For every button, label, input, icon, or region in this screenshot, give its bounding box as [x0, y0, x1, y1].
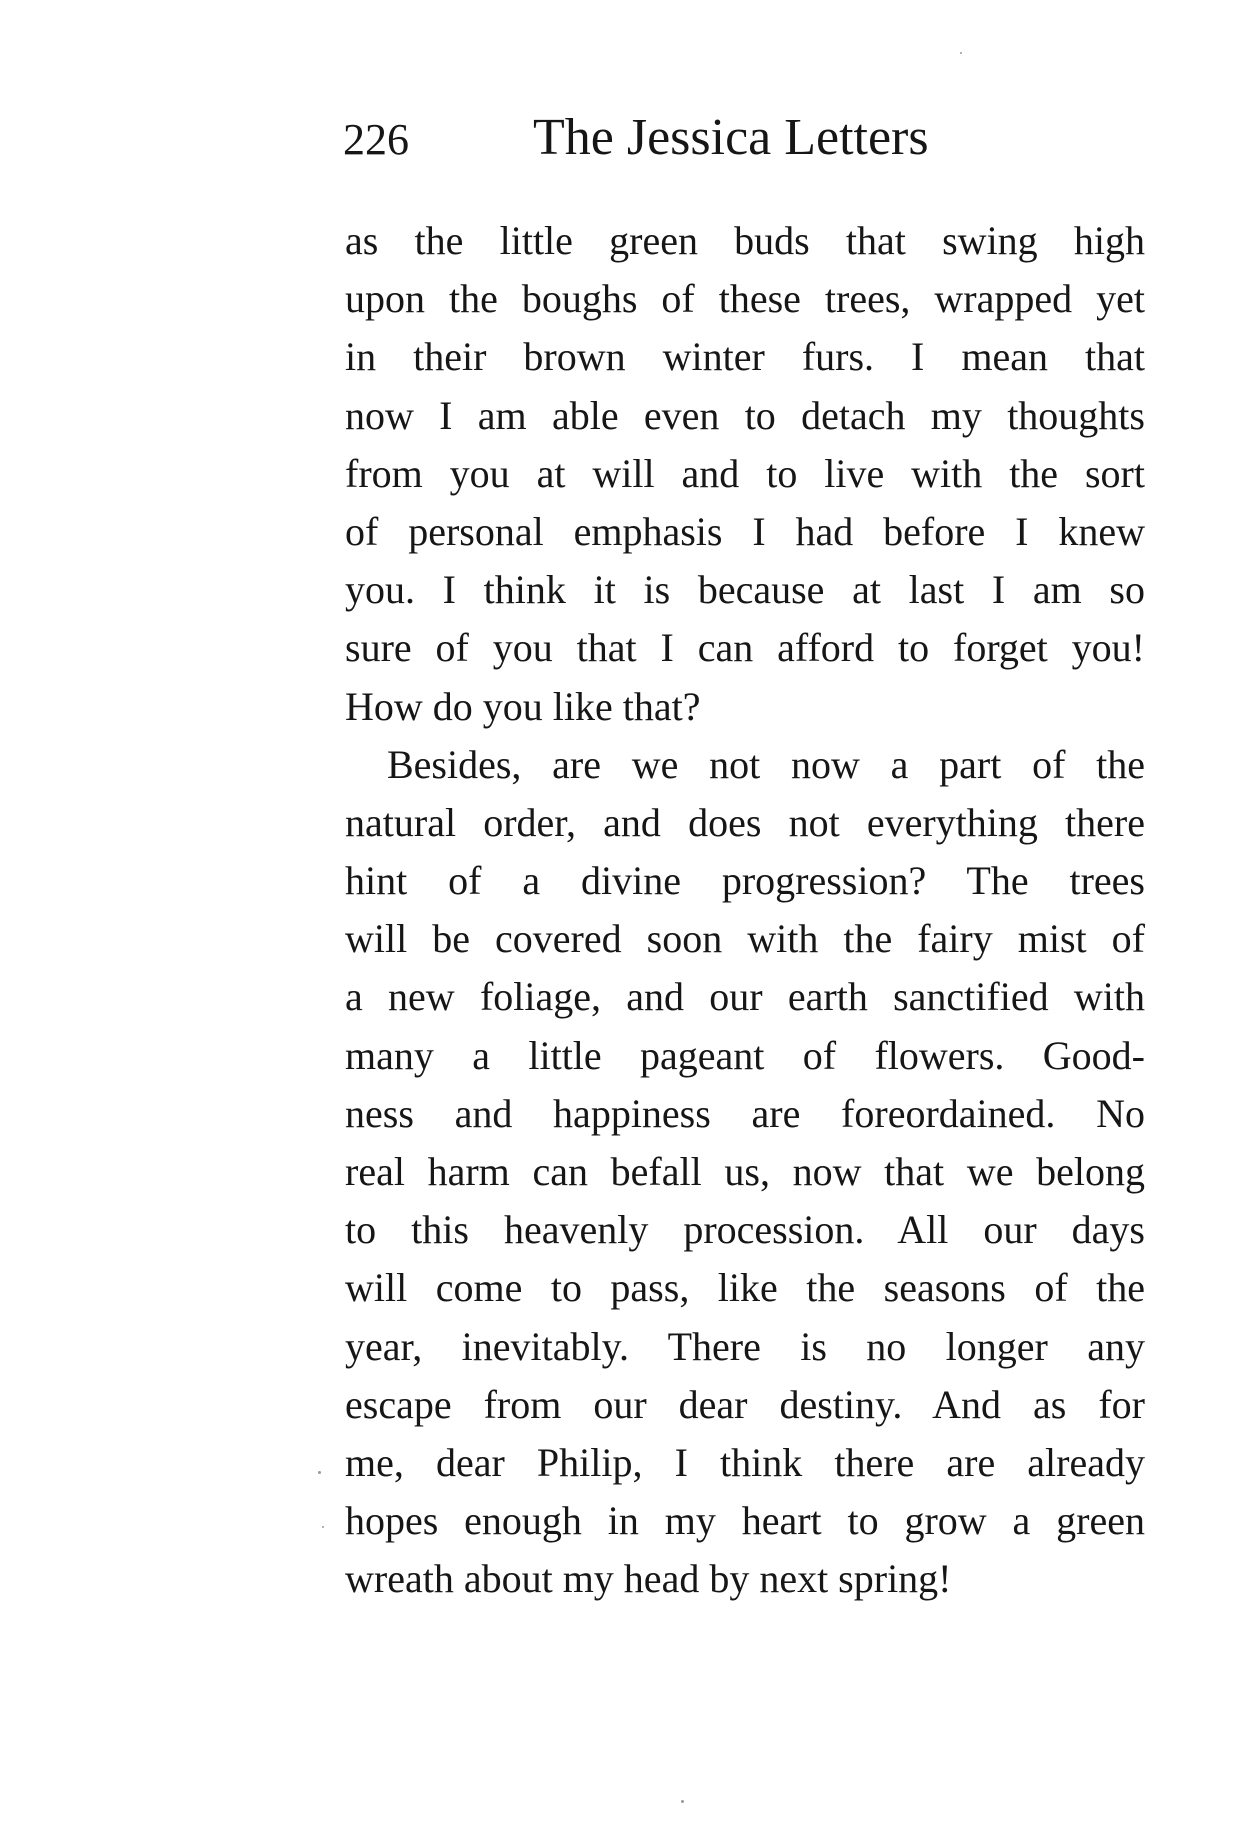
text-line: me, dear Philip, I think there are already [345, 1439, 1145, 1485]
running-title: The Jessica Letters [533, 109, 929, 166]
text-line: escape from our dear destiny. And as for [345, 1381, 1145, 1427]
text-line: ness and happiness are foreordained. No [345, 1090, 1145, 1136]
text-line: in their brown winter furs. I mean that [345, 334, 1145, 380]
scan-speck [960, 52, 962, 54]
text-line: upon the boughs of these trees, wrapped yet [345, 276, 1145, 322]
text-line: as the little green buds that swing high [345, 218, 1145, 263]
text-line: will come to pass, like the seasons of the [345, 1265, 1145, 1311]
body-text [345, 212, 1145, 1609]
text-line: you. I think it is because at last I am so [345, 567, 1145, 613]
paragraph-end-line: wreath about my head by next spring! [345, 1556, 952, 1602]
text-line: now I am able even to detach my thoughts [345, 392, 1145, 438]
text-line: from you at will and to live with the sort [345, 450, 1145, 496]
text-line: hopes enough in my heart to grow a green [345, 1498, 1145, 1544]
paragraph-end-line: How do you like that? [345, 683, 701, 729]
scan-speck [322, 1526, 324, 1528]
text-line: year, inevitably. There is no longer any [345, 1323, 1145, 1369]
text-line: will be covered soon with the fairy mist of [345, 916, 1145, 962]
text-line: to this heavenly procession. All our days [345, 1207, 1145, 1253]
scan-speck [681, 1800, 684, 1803]
text-line: many a little pageant of flowers. Good- [345, 1032, 1145, 1078]
text-line: sure of you that I can afford to forget you! [345, 625, 1145, 671]
text-line: hint of a divine progression? The trees [345, 858, 1145, 904]
scan-speck [318, 1471, 321, 1474]
text-line: a new foliage, and our earth sanctified with [345, 974, 1145, 1020]
text-line: real harm can befall us, now that we belong [345, 1149, 1145, 1194]
running-head [343, 108, 1143, 168]
text-line: natural order, and does not everything there [345, 799, 1145, 845]
page-number: 226 [343, 115, 409, 164]
text-line: of personal emphasis I had before I knew [345, 508, 1145, 554]
paragraph-start-line: Besides, are we not now a part of the [387, 741, 1145, 787]
